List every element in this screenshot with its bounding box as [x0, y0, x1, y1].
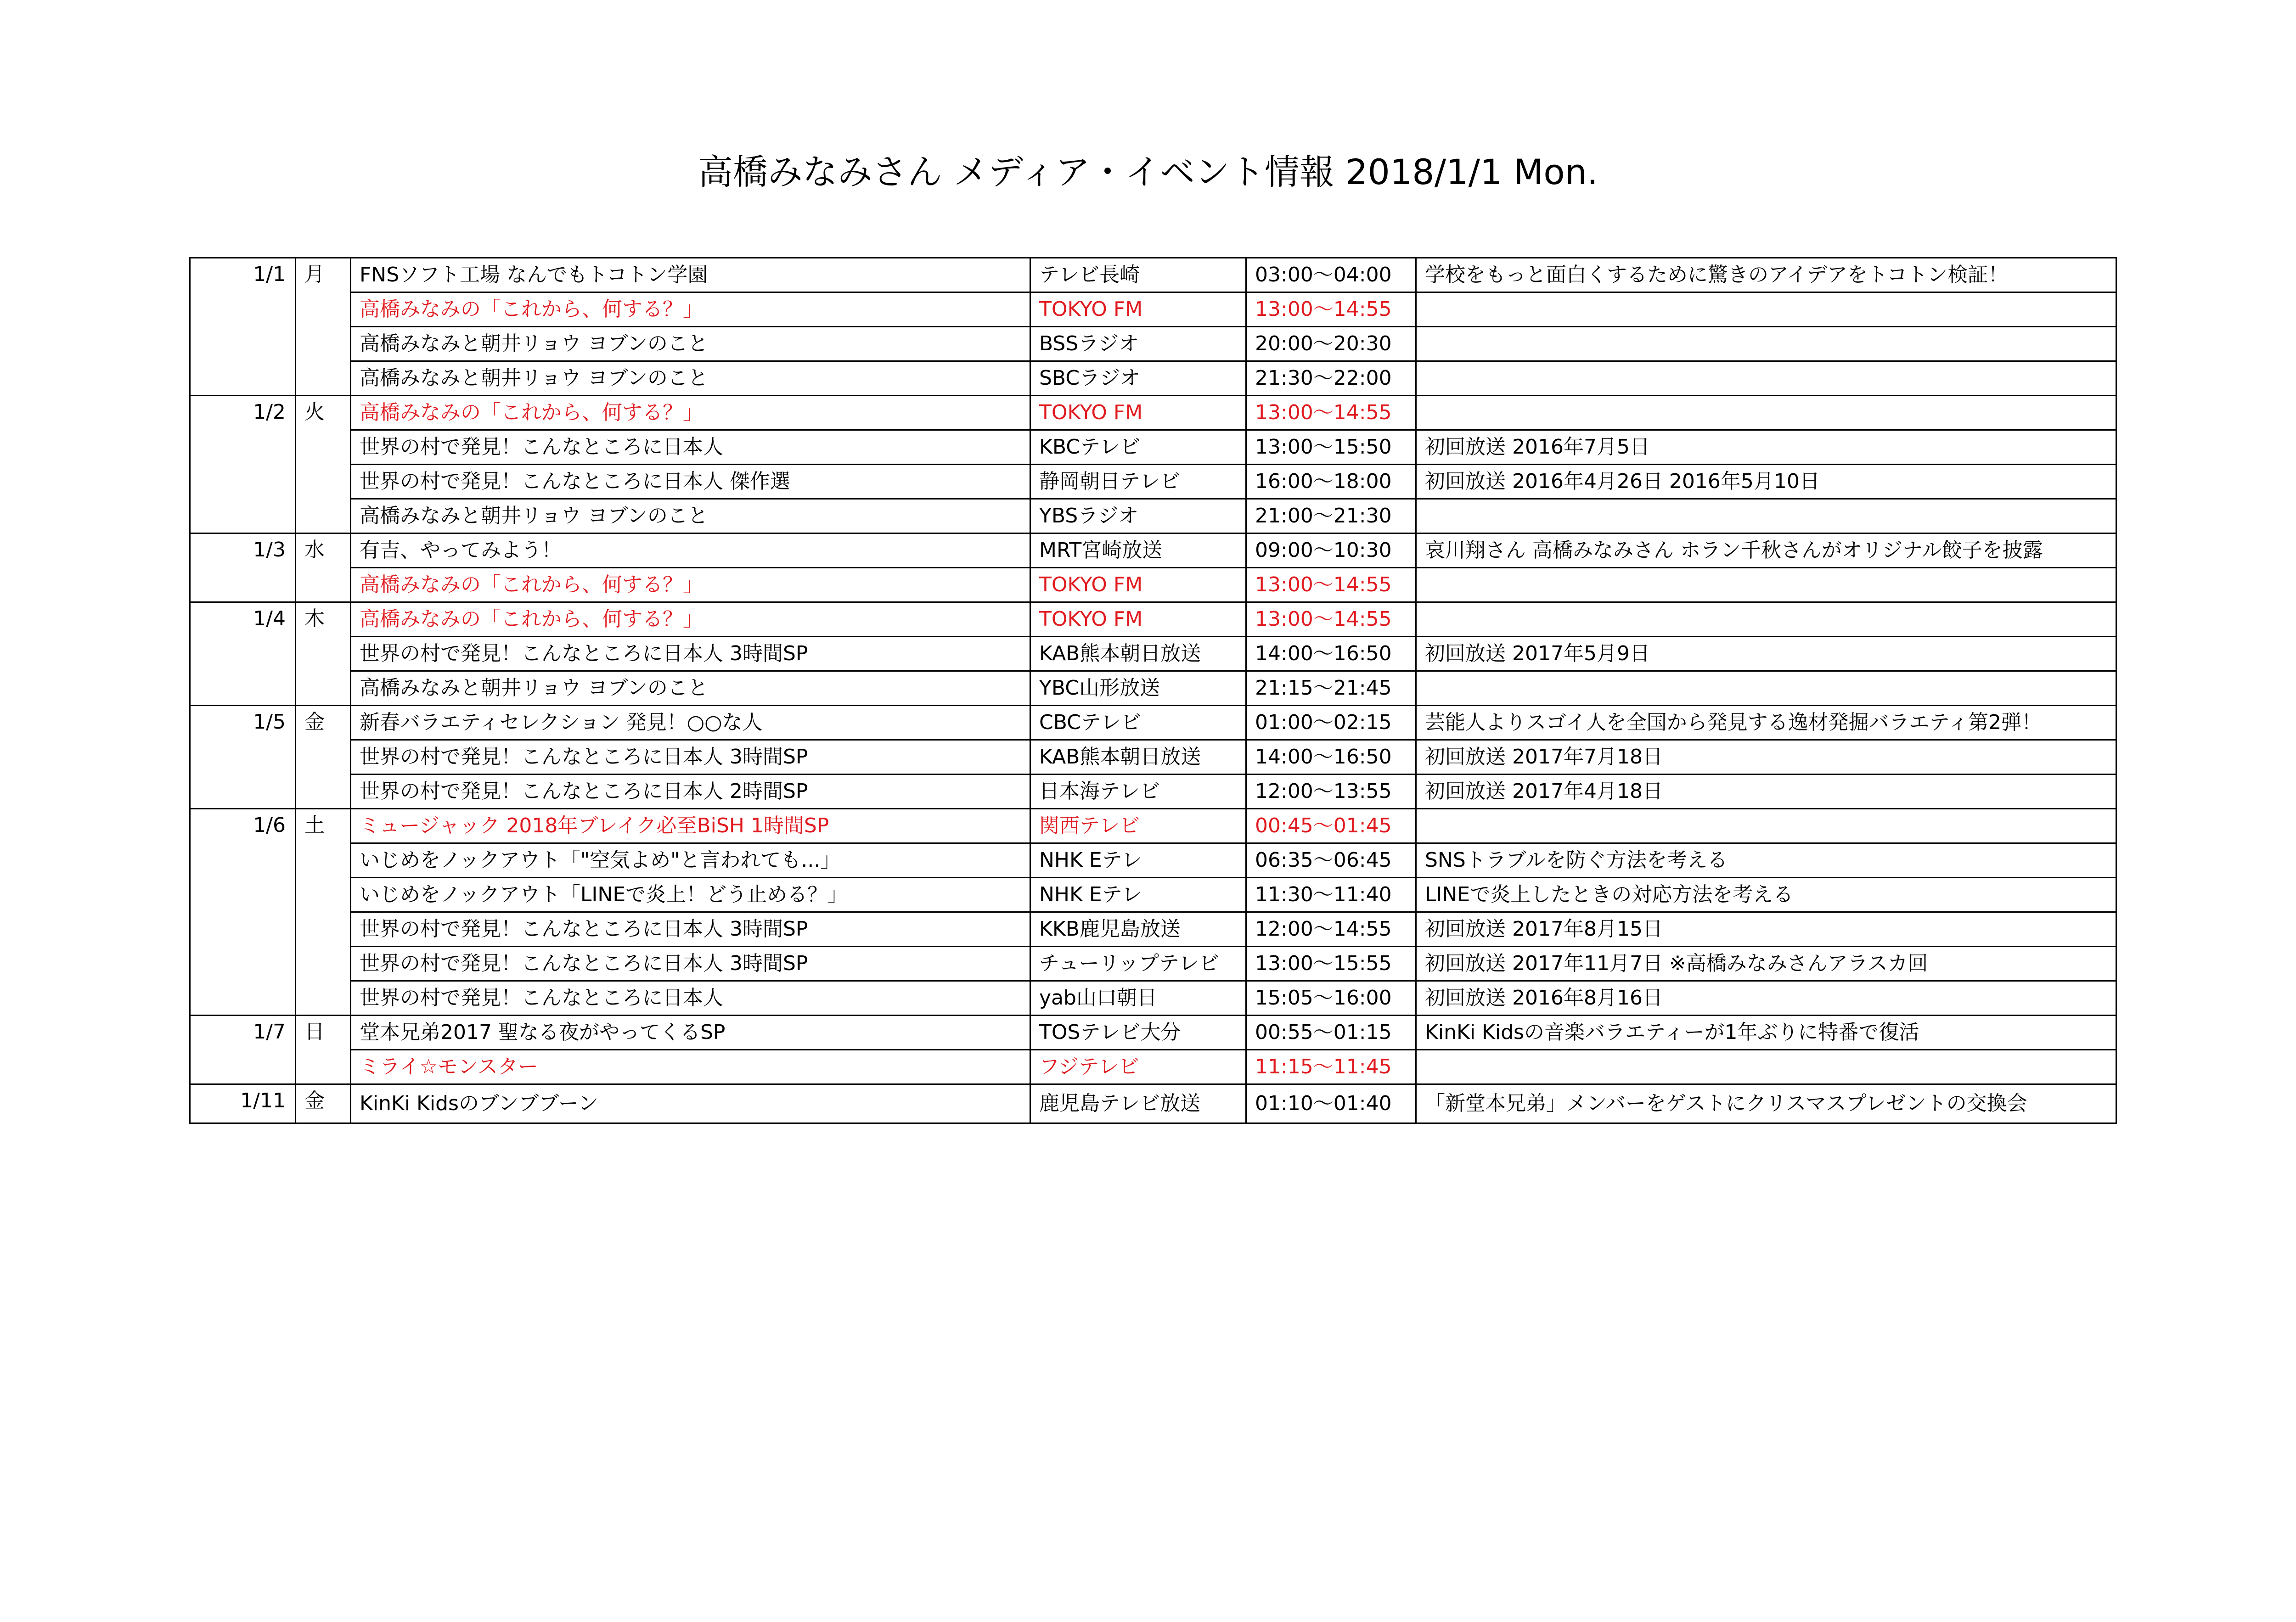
time-cell: 13:00〜15:55	[1246, 947, 1416, 981]
time-cell: 16:00〜18:00	[1246, 465, 1416, 499]
note-cell: SNSトラブルを防ぐ方法を考える	[1416, 843, 2116, 878]
program-cell: KinKi Kidsのブンブブーン	[351, 1084, 1030, 1123]
station-cell: 鹿児島テレビ放送	[1030, 1084, 1246, 1123]
time-cell: 11:30〜11:40	[1246, 878, 1416, 912]
note-cell: 哀川翔さん 高橋みなみさん ホラン千秋さんがオリジナル餃子を披露	[1416, 533, 2116, 568]
table-row	[190, 465, 2116, 499]
table-row	[190, 671, 2116, 706]
program-cell: 高橋みなみの「これから、何する？」	[351, 292, 1030, 327]
table-row	[190, 706, 2116, 740]
weekday-cell: 火	[296, 396, 351, 533]
station-cell: MRT宮崎放送	[1030, 533, 1246, 568]
program-cell: 高橋みなみと朝井リョウ ヨブンのこと	[351, 361, 1030, 396]
program-cell: 世界の村で発見！こんなところに日本人	[351, 430, 1030, 465]
note-cell: 初回放送 2017年7月18日	[1416, 740, 2116, 775]
program-cell: 高橋みなみの「これから、何する？」	[351, 568, 1030, 602]
table-row	[190, 740, 2116, 775]
program-cell: ミライ☆モンスター	[351, 1050, 1030, 1084]
time-cell: 12:00〜14:55	[1246, 912, 1416, 947]
station-cell: TOKYO FM	[1030, 602, 1246, 637]
table-row	[190, 809, 2116, 843]
program-cell: 高橋みなみと朝井リョウ ヨブンのこと	[351, 327, 1030, 361]
time-cell: 13:00〜14:55	[1246, 568, 1416, 602]
program-cell: 高橋みなみと朝井リョウ ヨブンのこと	[351, 671, 1030, 706]
table-row	[190, 499, 2116, 533]
schedule-body	[190, 258, 2116, 1123]
time-cell: 14:00〜16:50	[1246, 740, 1416, 775]
time-cell: 11:15〜11:45	[1246, 1050, 1416, 1084]
station-cell: TOKYO FM	[1030, 396, 1246, 430]
note-cell	[1416, 499, 2116, 533]
table-row	[190, 327, 2116, 361]
table-row	[190, 1050, 2116, 1084]
program-cell: FNSソフト工場 なんでもトコトン学園	[351, 258, 1030, 292]
date-cell: 1/6	[190, 809, 296, 1016]
time-cell: 21:00〜21:30	[1246, 499, 1416, 533]
station-cell: YBC山形放送	[1030, 671, 1246, 706]
table-row	[190, 533, 2116, 568]
note-cell	[1416, 396, 2116, 430]
program-cell: 世界の村で発見！こんなところに日本人 3時間SP	[351, 912, 1030, 947]
table-row	[190, 981, 2116, 1016]
program-cell: 新春バラエティセレクション 発見！○○な人	[351, 706, 1030, 740]
program-cell: いじめをノックアウト「"空気よめ"と言われても...」	[351, 843, 1030, 878]
station-cell: CBCテレビ	[1030, 706, 1246, 740]
table-row	[190, 602, 2116, 637]
table-row	[190, 292, 2116, 327]
note-cell: 「新堂本兄弟」メンバーをゲストにクリスマスプレゼントの交換会	[1416, 1084, 2116, 1123]
weekday-cell: 金	[296, 706, 351, 809]
station-cell: 静岡朝日テレビ	[1030, 465, 1246, 499]
table-row	[190, 568, 2116, 602]
note-cell: 初回放送 2016年7月5日	[1416, 430, 2116, 465]
time-cell: 09:00〜10:30	[1246, 533, 1416, 568]
time-cell: 13:00〜15:50	[1246, 430, 1416, 465]
note-cell: 初回放送 2017年8月15日	[1416, 912, 2116, 947]
station-cell: KBCテレビ	[1030, 430, 1246, 465]
station-cell: yab山口朝日	[1030, 981, 1246, 1016]
date-cell: 1/1	[190, 258, 296, 396]
note-cell	[1416, 292, 2116, 327]
note-cell	[1416, 602, 2116, 637]
time-cell: 20:00〜20:30	[1246, 327, 1416, 361]
note-cell: 学校をもっと面白くするために驚きのアイデアをトコトン検証！	[1416, 258, 2116, 292]
date-cell: 1/2	[190, 396, 296, 533]
note-cell	[1416, 327, 2116, 361]
station-cell: フジテレビ	[1030, 1050, 1246, 1084]
program-cell: 世界の村で発見！こんなところに日本人 2時間SP	[351, 775, 1030, 809]
station-cell: SBCラジオ	[1030, 361, 1246, 396]
note-cell	[1416, 568, 2116, 602]
note-cell: 初回放送 2016年8月16日	[1416, 981, 2116, 1016]
time-cell: 03:00〜04:00	[1246, 258, 1416, 292]
date-cell: 1/11	[190, 1084, 296, 1123]
table-row	[190, 430, 2116, 465]
date-cell: 1/3	[190, 533, 296, 602]
note-cell: KinKi Kidsの音楽バラエティーが1年ぶりに特番で復活	[1416, 1016, 2116, 1050]
note-cell	[1416, 671, 2116, 706]
station-cell: KKB鹿児島放送	[1030, 912, 1246, 947]
note-cell: 初回放送 2016年4月26日 2016年5月10日	[1416, 465, 2116, 499]
time-cell: 01:10〜01:40	[1246, 1084, 1416, 1123]
time-cell: 21:30〜22:00	[1246, 361, 1416, 396]
time-cell: 06:35〜06:45	[1246, 843, 1416, 878]
program-cell: いじめをノックアウト「LINEで炎上！どう止める？」	[351, 878, 1030, 912]
table-row	[190, 637, 2116, 671]
station-cell: TOKYO FM	[1030, 292, 1246, 327]
note-cell: LINEで炎上したときの対応方法を考える	[1416, 878, 2116, 912]
program-cell: 世界の村で発見！こんなところに日本人	[351, 981, 1030, 1016]
time-cell: 00:45〜01:45	[1246, 809, 1416, 843]
table-row	[190, 912, 2116, 947]
weekday-cell: 日	[296, 1016, 351, 1084]
program-cell: 高橋みなみと朝井リョウ ヨブンのこと	[351, 499, 1030, 533]
table-row	[190, 878, 2116, 912]
schedule-table	[189, 257, 2117, 1124]
station-cell: 日本海テレビ	[1030, 775, 1246, 809]
program-cell: ミュージャック 2018年ブレイク必至BiSH 1時間SP	[351, 809, 1030, 843]
table-row	[190, 775, 2116, 809]
time-cell: 13:00〜14:55	[1246, 292, 1416, 327]
table-row	[190, 843, 2116, 878]
note-cell: 初回放送 2017年11月7日 ※高橋みなみさんアラスカ回	[1416, 947, 2116, 981]
date-cell: 1/5	[190, 706, 296, 809]
note-cell: 芸能人よりスゴイ人を全国から発見する逸材発掘バラエティ第2弾！	[1416, 706, 2116, 740]
time-cell: 00:55〜01:15	[1246, 1016, 1416, 1050]
program-cell: 高橋みなみの「これから、何する？」	[351, 602, 1030, 637]
program-cell: 高橋みなみの「これから、何する？」	[351, 396, 1030, 430]
date-cell: 1/7	[190, 1016, 296, 1084]
time-cell: 14:00〜16:50	[1246, 637, 1416, 671]
station-cell: KAB熊本朝日放送	[1030, 740, 1246, 775]
table-row	[190, 1084, 2116, 1123]
weekday-cell: 水	[296, 533, 351, 602]
time-cell: 13:00〜14:55	[1246, 602, 1416, 637]
weekday-cell: 木	[296, 602, 351, 706]
weekday-cell: 金	[296, 1084, 351, 1123]
station-cell: KAB熊本朝日放送	[1030, 637, 1246, 671]
program-cell: 堂本兄弟2017 聖なる夜がやってくるSP	[351, 1016, 1030, 1050]
time-cell: 15:05〜16:00	[1246, 981, 1416, 1016]
note-cell: 初回放送 2017年5月9日	[1416, 637, 2116, 671]
station-cell: TOKYO FM	[1030, 568, 1246, 602]
station-cell: TOSテレビ大分	[1030, 1016, 1246, 1050]
note-cell	[1416, 1050, 2116, 1084]
note-cell	[1416, 809, 2116, 843]
time-cell: 01:00〜02:15	[1246, 706, 1416, 740]
time-cell: 12:00〜13:55	[1246, 775, 1416, 809]
table-row	[190, 258, 2116, 292]
table-row	[190, 396, 2116, 430]
note-cell: 初回放送 2017年4月18日	[1416, 775, 2116, 809]
program-cell: 世界の村で発見！こんなところに日本人 傑作選	[351, 465, 1030, 499]
station-cell: BSSラジオ	[1030, 327, 1246, 361]
program-cell: 世界の村で発見！こんなところに日本人 3時間SP	[351, 947, 1030, 981]
weekday-cell: 土	[296, 809, 351, 1016]
table-row	[190, 947, 2116, 981]
program-cell: 世界の村で発見！こんなところに日本人 3時間SP	[351, 740, 1030, 775]
page-title: 高橋みなみさん メディア・イベント情報 2018/1/1 Mon.	[698, 152, 1598, 192]
station-cell: チューリップテレビ	[1030, 947, 1246, 981]
time-cell: 21:15〜21:45	[1246, 671, 1416, 706]
station-cell: NHK Eテレ	[1030, 843, 1246, 878]
station-cell: テレビ長崎	[1030, 258, 1246, 292]
time-cell: 13:00〜14:55	[1246, 396, 1416, 430]
note-cell	[1416, 361, 2116, 396]
table-row	[190, 1016, 2116, 1050]
table-row	[190, 361, 2116, 396]
program-cell: 有吉、やってみよう！	[351, 533, 1030, 568]
station-cell: 関西テレビ	[1030, 809, 1246, 843]
program-cell: 世界の村で発見！こんなところに日本人 3時間SP	[351, 637, 1030, 671]
date-cell: 1/4	[190, 602, 296, 706]
station-cell: NHK Eテレ	[1030, 878, 1246, 912]
station-cell: YBSラジオ	[1030, 499, 1246, 533]
weekday-cell: 月	[296, 258, 351, 396]
